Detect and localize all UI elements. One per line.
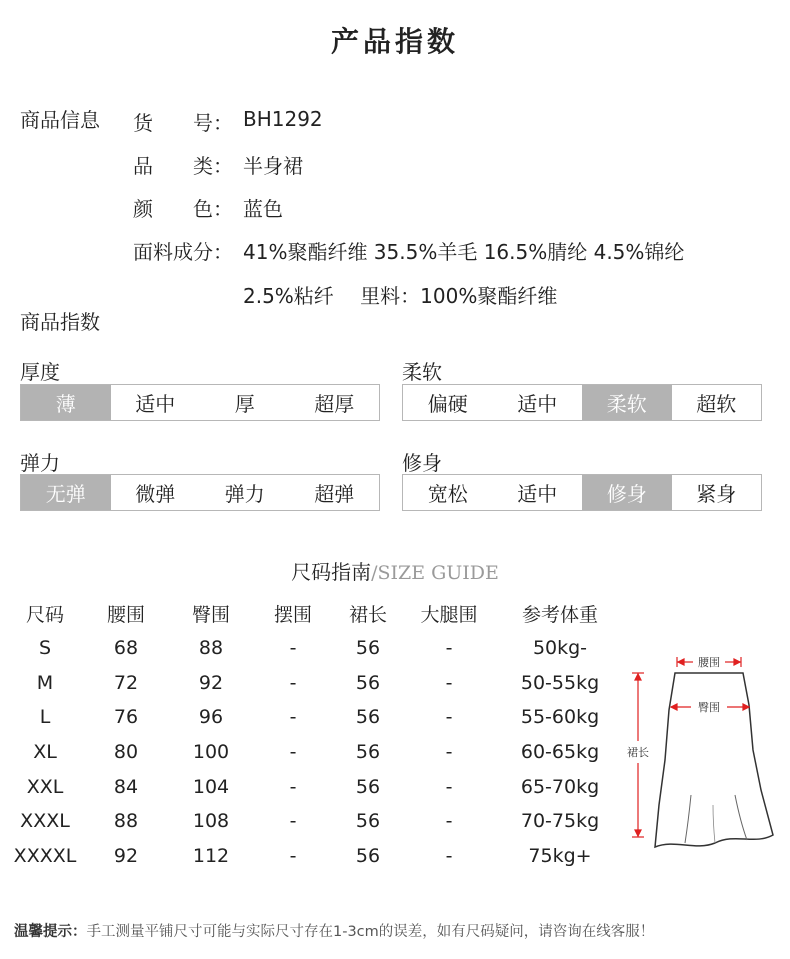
table-row [6,631,626,666]
table-cell: - [445,845,453,868]
table-cell: 100 [192,741,230,764]
elasticity-option: 超弹 [314,482,355,506]
table-cell: - [289,671,297,694]
table-row [6,665,626,700]
table-cell: - [289,775,297,798]
table-cell: L [39,706,51,729]
table-cell: 92 [198,671,224,694]
size-table-header: 参考体重 [521,603,598,626]
elasticity-scale [20,474,380,511]
thickness-option: 适中 [135,392,176,416]
info-key-fabric: 面料成分： [133,240,233,264]
info-key-sku: 货 号： [133,111,233,135]
info-value-sku: BH1292 [243,107,323,131]
elasticity-option: 微弹 [135,482,176,506]
table-cell: XXL [26,775,64,798]
softness-option: 超软 [696,392,737,416]
elasticity-label: 弹力 [20,451,60,475]
table-cell: 72 [113,671,139,694]
info-value-fabric-line2: 2.5%粘纤 里料：100%聚酯纤维 [243,284,558,308]
table-cell: 104 [192,775,230,798]
thickness-label: 厚度 [20,360,60,384]
table-cell: 55-60kg [520,706,600,729]
waist-label: 腰围 [698,656,720,669]
size-table-header: 摆围 [273,603,312,626]
table-cell: 92 [113,845,139,868]
table-cell: - [289,845,297,868]
table-cell: 112 [192,845,230,868]
info-value-fabric: 41%聚酯纤维 35.5%羊毛 16.5%腈纶 4.5%锦纶 [243,240,685,264]
fit-scale [402,474,762,511]
table-cell: 88 [113,810,139,833]
table-cell: XXXXL [13,845,77,868]
table-cell: 56 [355,775,381,798]
hip-label: 臀围 [698,701,720,714]
softness-scale [402,384,762,421]
size-table-header: 大腿围 [420,603,478,626]
table-cell: - [445,741,453,764]
table-cell: 70-75kg [520,810,600,833]
size-table-header: 臀围 [191,603,230,626]
table-row [6,700,626,735]
length-label: 裙长 [627,746,649,759]
table-cell: - [445,637,453,660]
skirt-measurement-diagram [615,645,785,875]
table-cell: - [289,741,297,764]
fit-option: 修身 [582,475,672,510]
softness-label: 柔软 [402,360,442,384]
table-cell: 75kg+ [528,845,592,868]
table-cell: 56 [355,845,381,868]
thickness-option: 厚 [234,392,255,416]
table-cell: 80 [113,741,139,764]
size-table-header: 腰围 [106,603,145,626]
table-cell: - [445,775,453,798]
table-cell: - [445,706,453,729]
table-cell: 56 [355,810,381,833]
size-table-header-row [6,596,626,631]
size-table [6,596,626,874]
table-cell: 76 [113,706,139,729]
info-key-color: 颜 色： [133,197,233,221]
table-row [6,804,626,839]
skirt-outline [655,673,773,847]
thickness-scale [20,384,380,421]
table-cell: 60-65kg [520,741,600,764]
table-cell: 65-70kg [520,775,600,798]
table-cell: 50kg- [532,637,588,660]
table-cell: - [289,810,297,833]
table-cell: 56 [355,741,381,764]
table-cell: 56 [355,706,381,729]
table-cell: 96 [198,706,224,729]
footer-prefix: 温馨提示： [14,924,87,940]
table-cell: 84 [113,775,139,798]
table-cell: M [36,671,54,694]
fit-option: 紧身 [696,482,737,506]
table-cell: 108 [192,810,230,833]
table-cell: - [289,637,297,660]
fit-label: 修身 [402,451,442,475]
table-cell: S [38,637,52,660]
thickness-option: 薄 [21,385,111,420]
size-guide-title-cn: 尺码指南 [291,560,372,584]
fit-option: 适中 [517,482,558,506]
size-table-header: 尺码 [25,603,64,626]
table-cell: 88 [198,637,224,660]
table-cell: - [289,706,297,729]
footer-text: 手工测量平铺尺寸可能与实际尺寸存在1-3cm的误差，如有尺码疑问，请咨询在线客服！ [86,924,655,940]
fit-option: 宽松 [427,482,468,506]
info-key-category: 品 类： [133,154,233,178]
size-guide-title [0,556,790,585]
softness-option: 柔软 [582,385,672,420]
product-info-label: 商品信息 [20,108,100,132]
page-title: 产品指数 [330,25,459,58]
size-guide-title-en: /SIZE GUIDE [371,562,499,584]
info-value-category: 半身裙 [243,154,303,178]
size-table-header: 裙长 [348,603,387,626]
table-row [6,735,626,770]
table-cell: - [445,810,453,833]
table-cell: XXXL [20,810,70,833]
elasticity-option: 弹力 [224,482,265,506]
info-value-color: 蓝色 [243,197,283,221]
table-cell: 68 [113,637,139,660]
table-cell: 56 [355,671,381,694]
table-row [6,839,626,874]
table-cell: - [445,671,453,694]
table-row [6,769,626,804]
softness-option: 偏硬 [427,392,468,416]
table-cell: XL [33,741,57,764]
footer-note [14,920,654,941]
softness-option: 适中 [517,392,558,416]
elasticity-option: 无弹 [21,475,111,510]
index-heading: 商品指数 [20,310,100,334]
table-cell: 56 [355,637,381,660]
table-cell: 50-55kg [520,671,600,694]
thickness-option: 超厚 [314,392,355,416]
